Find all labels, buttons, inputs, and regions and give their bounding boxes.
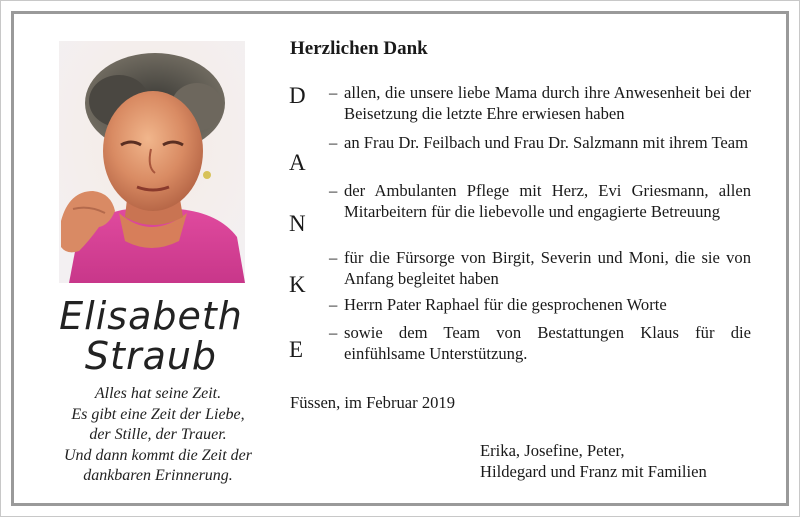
portrait-photo xyxy=(59,41,245,283)
thanks-text: Herrn Pater Raphael für die gesprochenen Worte xyxy=(344,295,667,314)
poem-line: der Stille, der Trauer. xyxy=(89,426,227,443)
thanks-text: sowie dem Team von Bestattungen Klaus für die einfühlsame Unterstützung. xyxy=(344,323,751,363)
poem-line: dankbaren Erinnerung. xyxy=(83,467,233,484)
danke-letter: A xyxy=(289,150,306,175)
poem-line: Alles hat seine Zeit. xyxy=(94,385,222,402)
thanks-text: der Ambulanten Pflege mit Herz, Evi Griesmann, allen Mitarbeitern für die liebevolle und engagierte Betreuung xyxy=(344,181,751,221)
thanks-item xyxy=(329,133,751,154)
heading: Herzlichen Dank xyxy=(290,38,428,59)
thanks-item xyxy=(329,248,751,289)
danke-letter: N xyxy=(289,211,306,236)
thanks-item xyxy=(329,181,751,222)
dash: – xyxy=(329,295,338,314)
dash: – xyxy=(329,181,338,200)
deceased-first-name: Elisabeth xyxy=(59,294,243,338)
poem-line: Und dann kommt die Zeit der xyxy=(64,446,252,464)
dash: – xyxy=(329,323,338,342)
thanks-item xyxy=(329,323,751,364)
portrait-image xyxy=(59,41,245,283)
thanks-text: allen, die unsere liebe Mama durch ihre Anwesenheit bei der Beisetzung die letzte Ehre erwiesen haben xyxy=(344,83,751,123)
thanks-text: für die Fürsorge von Birgit, Severin und Moni, die sie von Anfang begleitet haben xyxy=(344,248,751,288)
danke-letter: D xyxy=(289,83,306,108)
thanks-item xyxy=(329,83,751,124)
thanks-text: an Frau Dr. Feilbach und Frau Dr. Salzmann mit ihrem Team xyxy=(344,133,749,152)
place-date: Füssen, im Februar 2019 xyxy=(290,393,456,412)
danke-letter: E xyxy=(289,337,304,362)
danke-letter: K xyxy=(289,272,306,297)
dash: – xyxy=(329,133,338,152)
deceased-last-name: Straub xyxy=(84,334,218,378)
signature-line: Hildegard und Franz mit Familien xyxy=(480,462,707,481)
poem xyxy=(21,384,295,487)
dash: – xyxy=(329,83,338,102)
dash: – xyxy=(329,248,338,267)
thanks-item xyxy=(329,295,751,316)
poem-line: Es gibt eine Zeit der Liebe, xyxy=(71,405,245,423)
signature-line: Erika, Josefine, Peter, xyxy=(480,441,625,460)
